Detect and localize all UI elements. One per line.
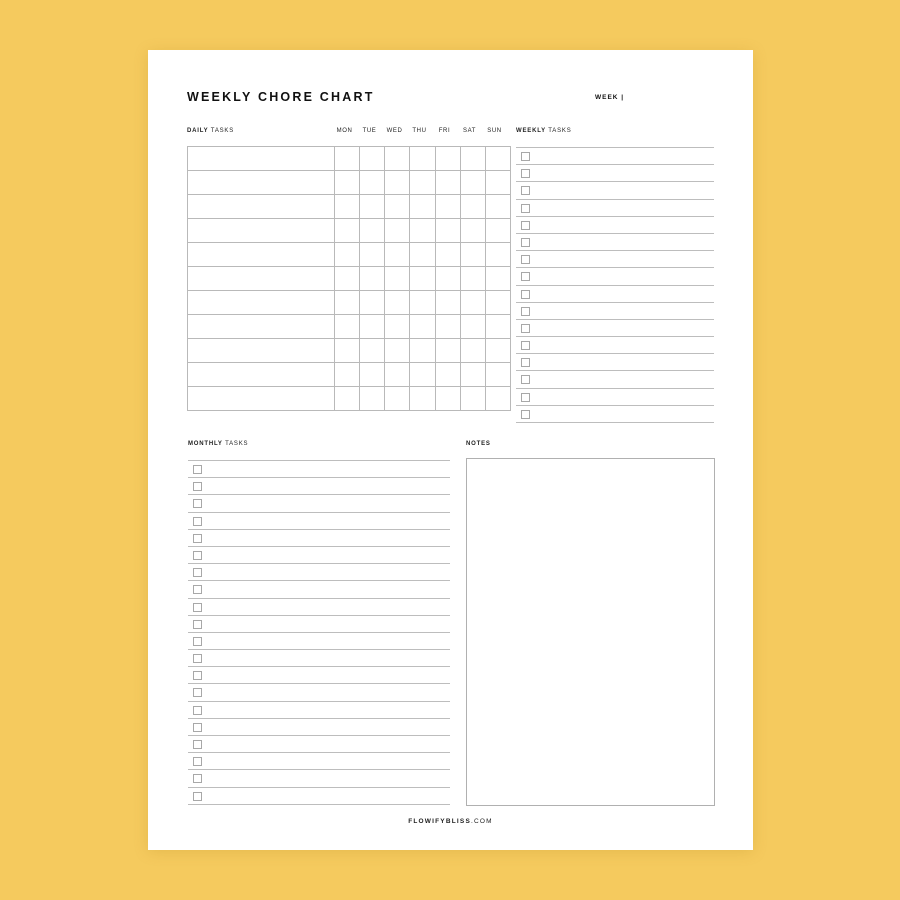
weekly-task-row[interactable]	[516, 200, 714, 217]
daily-task-row	[188, 267, 511, 291]
daily-check-cell-tue[interactable]	[360, 291, 385, 315]
monthly-task-row[interactable]	[188, 667, 450, 684]
daily-check-cell-wed[interactable]	[385, 363, 410, 387]
checkbox-icon[interactable]	[521, 255, 530, 264]
daily-check-cell-sun[interactable]	[485, 291, 510, 315]
daily-check-cell-mon[interactable]	[335, 171, 360, 195]
daily-check-cell-wed[interactable]	[385, 219, 410, 243]
monthly-task-row[interactable]	[188, 633, 450, 650]
daily-tasks-grid	[187, 146, 511, 411]
daily-check-cell-thu[interactable]	[410, 171, 435, 195]
weekly-task-row[interactable]	[516, 251, 714, 268]
checkbox-icon[interactable]	[521, 204, 530, 213]
checkbox-icon[interactable]	[193, 482, 202, 491]
day-header-mon: MON	[336, 128, 353, 134]
weekly-tasks-label-rest: TASKS	[545, 128, 572, 134]
daily-task-row	[188, 243, 511, 267]
daily-check-cell-wed[interactable]	[385, 147, 410, 171]
monthly-task-row[interactable]	[188, 495, 450, 512]
daily-check-cell-sat[interactable]	[460, 195, 485, 219]
checkbox-icon[interactable]	[521, 221, 530, 230]
weekly-task-row[interactable]	[516, 148, 714, 165]
monthly-task-row[interactable]	[188, 478, 450, 495]
daily-task-field[interactable]	[188, 243, 335, 267]
daily-check-cell-wed[interactable]	[385, 171, 410, 195]
checkbox-icon[interactable]	[193, 517, 202, 526]
monthly-task-row[interactable]	[188, 599, 450, 616]
daily-task-field[interactable]	[188, 171, 335, 195]
daily-task-row	[188, 291, 511, 315]
checkbox-icon[interactable]	[193, 757, 202, 766]
daily-check-cell-thu[interactable]	[410, 387, 435, 411]
footer-url-bold: FLOWIFYBLISS	[408, 818, 471, 825]
checkbox-icon[interactable]	[521, 238, 530, 247]
week-label: WEEK |	[595, 94, 625, 101]
checkbox-icon[interactable]	[193, 551, 202, 560]
daily-check-cell-sun[interactable]	[485, 387, 510, 411]
monthly-task-row[interactable]	[188, 650, 450, 667]
daily-check-cell-mon[interactable]	[335, 363, 360, 387]
daily-check-cell-mon[interactable]	[335, 147, 360, 171]
daily-check-cell-wed[interactable]	[385, 291, 410, 315]
daily-check-cell-fri[interactable]	[435, 171, 460, 195]
daily-check-cell-thu[interactable]	[410, 195, 435, 219]
checkbox-icon[interactable]	[193, 688, 202, 697]
daily-check-cell-wed[interactable]	[385, 387, 410, 411]
daily-check-cell-tue[interactable]	[360, 195, 385, 219]
daily-check-cell-mon[interactable]	[335, 291, 360, 315]
page-title: WEEKLY CHORE CHART	[187, 90, 375, 104]
checkbox-icon[interactable]	[521, 169, 530, 178]
weekly-task-row[interactable]	[516, 165, 714, 182]
daily-check-cell-sat[interactable]	[460, 315, 485, 339]
daily-task-field[interactable]	[188, 387, 335, 411]
checkbox-icon[interactable]	[193, 637, 202, 646]
daily-check-cell-tue[interactable]	[360, 363, 385, 387]
daily-task-field[interactable]	[188, 267, 335, 291]
chore-chart-sheet	[148, 50, 753, 850]
daily-check-cell-sat[interactable]	[460, 363, 485, 387]
daily-check-cell-sun[interactable]	[485, 171, 510, 195]
daily-check-cell-mon[interactable]	[335, 219, 360, 243]
weekly-task-row[interactable]	[516, 217, 714, 234]
day-header-sat: SAT	[462, 128, 477, 134]
daily-task-field[interactable]	[188, 219, 335, 243]
checkbox-icon[interactable]	[193, 585, 202, 594]
daily-check-cell-fri[interactable]	[435, 339, 460, 363]
daily-task-field[interactable]	[188, 315, 335, 339]
monthly-task-row[interactable]	[188, 547, 450, 564]
weekly-task-row[interactable]	[516, 320, 714, 337]
daily-check-cell-thu[interactable]	[410, 147, 435, 171]
daily-check-cell-sun[interactable]	[485, 315, 510, 339]
daily-check-cell-mon[interactable]	[335, 387, 360, 411]
monthly-tasks-label-bold: MONTHLY	[188, 441, 223, 447]
monthly-task-row[interactable]	[188, 581, 450, 598]
daily-check-cell-sun[interactable]	[485, 267, 510, 291]
daily-check-cell-fri[interactable]	[435, 195, 460, 219]
day-header-wed: WED	[386, 128, 403, 134]
daily-check-cell-tue[interactable]	[360, 339, 385, 363]
footer-url	[148, 818, 753, 825]
daily-check-cell-thu[interactable]	[410, 363, 435, 387]
daily-check-cell-tue[interactable]	[360, 267, 385, 291]
daily-check-cell-thu[interactable]	[410, 219, 435, 243]
daily-check-cell-wed[interactable]	[385, 243, 410, 267]
daily-task-row	[188, 195, 511, 219]
monthly-task-row[interactable]	[188, 616, 450, 633]
weekly-task-row[interactable]	[516, 182, 714, 199]
checkbox-icon[interactable]	[521, 341, 530, 350]
daily-task-field[interactable]	[188, 195, 335, 219]
daily-tasks-label-rest: TASKS	[208, 128, 235, 134]
weekly-task-row[interactable]	[516, 371, 714, 388]
daily-task-field[interactable]	[188, 147, 335, 171]
weekly-tasks-label	[516, 128, 572, 134]
daily-check-cell-thu[interactable]	[410, 339, 435, 363]
daily-check-cell-sat[interactable]	[460, 387, 485, 411]
daily-check-cell-thu[interactable]	[410, 315, 435, 339]
day-header-thu: THU	[412, 128, 427, 134]
daily-check-cell-sun[interactable]	[485, 219, 510, 243]
monthly-task-row[interactable]	[188, 753, 450, 770]
daily-check-cell-fri[interactable]	[435, 363, 460, 387]
daily-check-cell-sat[interactable]	[460, 147, 485, 171]
daily-check-cell-sat[interactable]	[460, 291, 485, 315]
checkbox-icon[interactable]	[193, 603, 202, 612]
weekly-task-row[interactable]	[516, 268, 714, 285]
daily-check-cell-fri[interactable]	[435, 387, 460, 411]
daily-check-cell-sun[interactable]	[485, 195, 510, 219]
daily-check-cell-mon[interactable]	[335, 315, 360, 339]
notes-label-bold: NOTES	[466, 441, 491, 447]
checkbox-icon[interactable]	[193, 534, 202, 543]
daily-check-cell-sat[interactable]	[460, 339, 485, 363]
monthly-task-row[interactable]	[188, 719, 450, 736]
monthly-task-row[interactable]	[188, 770, 450, 787]
notes-label	[466, 441, 491, 447]
daily-check-cell-sun[interactable]	[485, 147, 510, 171]
daily-check-cell-fri[interactable]	[435, 315, 460, 339]
daily-check-cell-sun[interactable]	[485, 363, 510, 387]
daily-check-cell-mon[interactable]	[335, 195, 360, 219]
checkbox-icon[interactable]	[521, 375, 530, 384]
checkbox-icon[interactable]	[193, 465, 202, 474]
daily-task-row	[188, 339, 511, 363]
daily-check-cell-thu[interactable]	[410, 291, 435, 315]
checkbox-icon[interactable]	[193, 706, 202, 715]
weekly-tasks-label-bold: WEEKLY	[516, 128, 546, 134]
daily-task-row	[188, 387, 511, 411]
daily-check-cell-tue[interactable]	[360, 171, 385, 195]
weekly-tasks-list	[516, 147, 714, 423]
monthly-task-row[interactable]	[188, 684, 450, 701]
daily-check-cell-thu[interactable]	[410, 243, 435, 267]
checkbox-icon[interactable]	[521, 324, 530, 333]
daily-check-cell-tue[interactable]	[360, 147, 385, 171]
daily-check-cell-tue[interactable]	[360, 219, 385, 243]
checkbox-icon[interactable]	[521, 358, 530, 367]
monthly-task-row[interactable]	[188, 788, 450, 805]
checkbox-icon[interactable]	[521, 272, 530, 281]
daily-check-cell-mon[interactable]	[335, 267, 360, 291]
daily-tasks-label	[187, 128, 234, 134]
weekly-task-row[interactable]	[516, 337, 714, 354]
daily-check-cell-wed[interactable]	[385, 267, 410, 291]
daily-check-cell-mon[interactable]	[335, 243, 360, 267]
daily-check-cell-tue[interactable]	[360, 387, 385, 411]
monthly-task-row[interactable]	[188, 461, 450, 478]
daily-task-row	[188, 219, 511, 243]
checkbox-icon[interactable]	[193, 792, 202, 801]
checkbox-icon[interactable]	[521, 290, 530, 299]
daily-check-cell-wed[interactable]	[385, 195, 410, 219]
daily-check-cell-wed[interactable]	[385, 315, 410, 339]
daily-check-cell-sat[interactable]	[460, 171, 485, 195]
monthly-tasks-list	[188, 460, 450, 805]
daily-tasks-label-bold: DAILY	[187, 128, 209, 134]
daily-check-cell-thu[interactable]	[410, 267, 435, 291]
daily-check-cell-sun[interactable]	[485, 339, 510, 363]
checkbox-icon[interactable]	[521, 393, 530, 402]
daily-check-cell-sat[interactable]	[460, 267, 485, 291]
day-header-sun: SUN	[487, 128, 502, 134]
checkbox-icon[interactable]	[521, 410, 530, 419]
weekly-task-row[interactable]	[516, 286, 714, 303]
daily-check-cell-fri[interactable]	[435, 147, 460, 171]
checkbox-icon[interactable]	[193, 774, 202, 783]
monthly-task-row[interactable]	[188, 564, 450, 581]
daily-check-cell-fri[interactable]	[435, 291, 460, 315]
daily-task-row	[188, 147, 511, 171]
checkbox-icon[interactable]	[193, 620, 202, 629]
daily-check-cell-sat[interactable]	[460, 243, 485, 267]
weekly-task-row[interactable]	[516, 354, 714, 371]
daily-check-cell-sat[interactable]	[460, 219, 485, 243]
monthly-tasks-label	[188, 441, 248, 447]
daily-check-cell-mon[interactable]	[335, 339, 360, 363]
checkbox-icon[interactable]	[193, 671, 202, 680]
daily-task-row	[188, 171, 511, 195]
daily-check-cell-fri[interactable]	[435, 243, 460, 267]
weekly-task-row[interactable]	[516, 406, 714, 423]
checkbox-icon[interactable]	[193, 499, 202, 508]
checkbox-icon[interactable]	[521, 307, 530, 316]
monthly-task-row[interactable]	[188, 513, 450, 530]
daily-check-cell-wed[interactable]	[385, 339, 410, 363]
checkbox-icon[interactable]	[521, 186, 530, 195]
daily-task-field[interactable]	[188, 291, 335, 315]
day-header-fri: FRI	[438, 128, 451, 134]
daily-task-field[interactable]	[188, 339, 335, 363]
checkbox-icon[interactable]	[521, 152, 530, 161]
weekly-task-row[interactable]	[516, 234, 714, 251]
monthly-tasks-label-rest: TASKS	[222, 441, 249, 447]
daily-check-cell-fri[interactable]	[435, 219, 460, 243]
weekly-task-row[interactable]	[516, 303, 714, 320]
checkbox-icon[interactable]	[193, 723, 202, 732]
checkbox-icon[interactable]	[193, 654, 202, 663]
checkbox-icon[interactable]	[193, 740, 202, 749]
daily-check-cell-sun[interactable]	[485, 243, 510, 267]
daily-task-field[interactable]	[188, 363, 335, 387]
monthly-task-row[interactable]	[188, 530, 450, 547]
footer-url-rest: .COM	[471, 818, 493, 825]
weekly-task-row[interactable]	[516, 389, 714, 406]
notes-box[interactable]	[466, 458, 715, 806]
checkbox-icon[interactable]	[193, 568, 202, 577]
daily-task-row	[188, 315, 511, 339]
monthly-task-row[interactable]	[188, 736, 450, 753]
daily-task-row	[188, 363, 511, 387]
daily-check-cell-tue[interactable]	[360, 315, 385, 339]
daily-check-cell-tue[interactable]	[360, 243, 385, 267]
monthly-task-row[interactable]	[188, 702, 450, 719]
daily-check-cell-fri[interactable]	[435, 267, 460, 291]
day-header-tue: TUE	[362, 128, 377, 134]
